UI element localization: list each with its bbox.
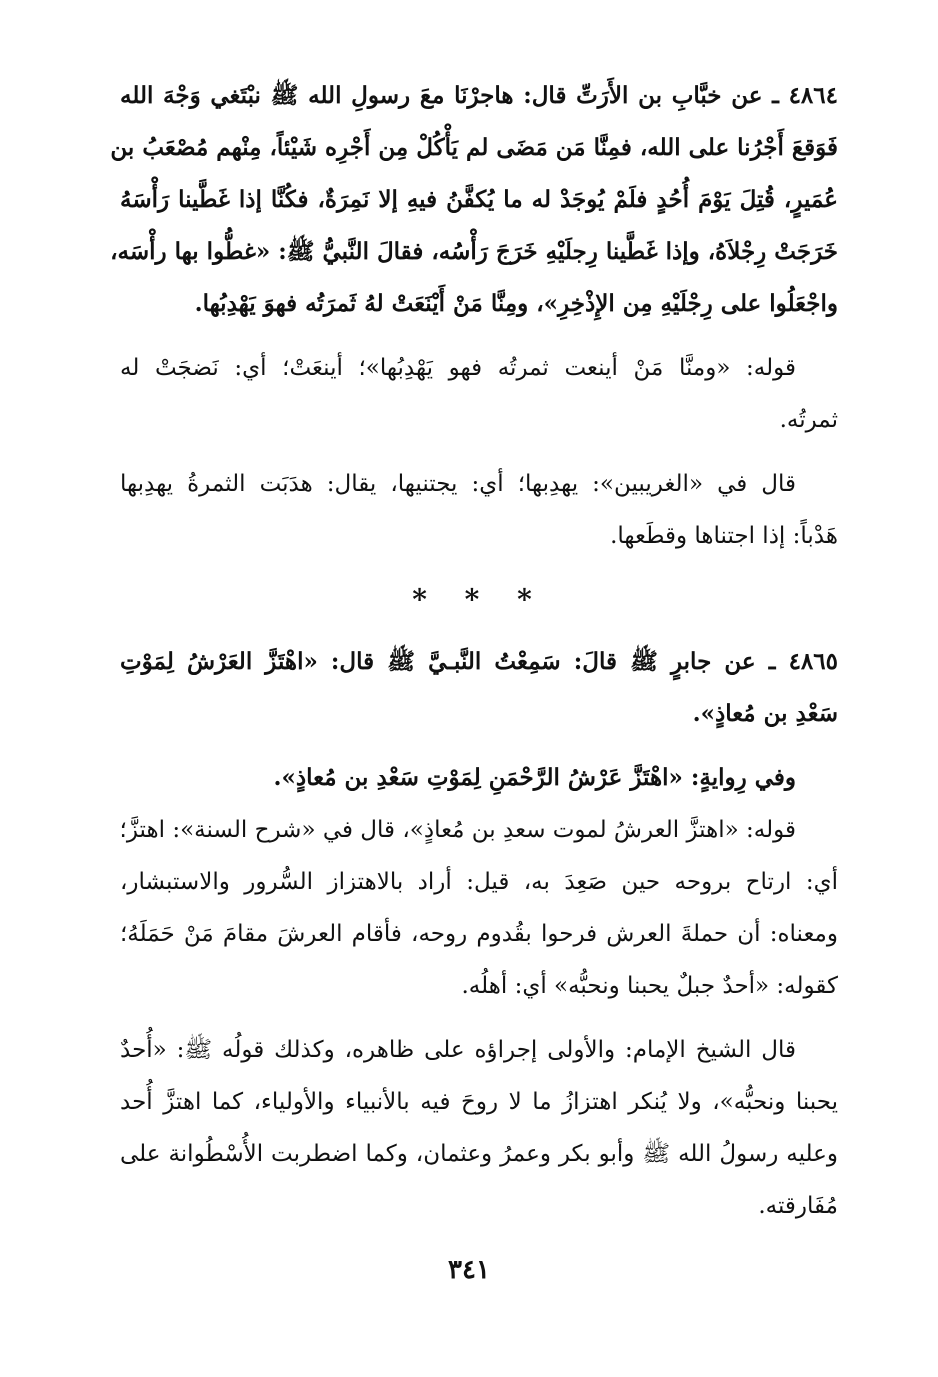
commentary-line: قوله: «اهتزَّ العرشُ لموت سعدِ بن مُعاذٍ»، قال في «شرح السنة»: اهتزَّ؛ <box>119 817 796 843</box>
hadith-line: عُمَيرٍ، قُتِلَ يَوْمَ أُحُدٍ فلَمْ يُوجَدْ له ما يُكفَّنُ فيهِ إلا نَمِرَةٌ، فكُنَّا إذا غَطَّينا رَأْسَهُ <box>120 186 838 213</box>
commentary-line: قوله: «ومنَّا مَنْ أينعت ثمرتُه فهو يَهْدِبُها»؛ أينعَتْ؛ أي: نَضجَتْ له <box>120 355 796 381</box>
commentary-line: ثمرتُه. <box>779 407 838 433</box>
commentary-paragraph <box>120 458 838 562</box>
commentary-line: مُفَارقته. <box>758 1193 838 1219</box>
commentary-paragraph <box>120 342 838 446</box>
commentary-paragraph <box>120 1024 838 1232</box>
commentary-line: وعليه رسولُ الله ﷺ وأبو بكر وعمرُ وعثمان، وكما اضطربت الأُسْطُوانة على <box>120 1141 838 1167</box>
commentary-line: قال الشيخ الإمام: والأولى إجراؤه على ظاهره، وكذلك قولُه ﷺ: «أُحدٌ <box>120 1037 796 1063</box>
hadith-line: واجْعَلُوا على رِجْلَيْهِ مِن الإِذْخِرِ»، ومِنَّا مَنْ أَيْنَعَتْ لهُ ثَمرَتُه فهوَ يَهْدِبُها. <box>194 290 838 317</box>
hadith-4865 <box>120 636 838 740</box>
hadith-line: فَوَقعَ أَجْرُنا على الله، فمِنَّا مَن مَضَى لم يَأْكُلْ مِن أَجْرِه شَيْئاً، مِنْهم مُصْعَبُ بن <box>110 134 838 161</box>
riwaya-line: وفي رِوايةٍ: «اهْتَزَّ عَرْشُ الرَّحْمَنِ لِمَوْتِ سَعْدِ بن مُعاذٍ». <box>273 764 796 791</box>
commentary-line: قال في «الغريبين»: يهدِبها؛ أي: يجتنيها، يقال: هدَبَت الثمرةُ يهدِبها <box>120 471 796 497</box>
hadith-line: ٤٨٦٤ ـ عن خبَّابِ بن الأَرَتِّ قال: هاجرْنَا معَ رسولِ الله ﷺ نبْتَغي وَجْهَ الله <box>120 82 838 109</box>
section-separator: * * * <box>412 583 546 616</box>
commentary-paragraph <box>120 804 838 1012</box>
commentary-line: أي: ارتاح بروحه حين صَعِدَ به، قيل: أراد بالاهتزاز السُّرور والاستبشار، <box>120 869 838 895</box>
hadith-line: خَرَجَتْ رِجْلاَهُ، وإذا غَطَّينا رِجلَيْهِ خَرَجَ رَأْسُه، فقالَ النَّبيُّ ﷺ: «غطُّوا بها رأْسَه، <box>110 238 838 265</box>
page-number: ٣٤١ <box>448 1255 490 1285</box>
commentary-line: كقوله: «أحدٌ جبلٌ يحبنا ونحبُّه» أي: أهلُه. <box>461 973 838 999</box>
commentary-line: يحبنا ونحبُّه»، ولا يُنكر اهتزازُ ما لا روحَ فيه بالأنبياء والأولياء، كما اهتزَّ أُحد <box>120 1089 838 1115</box>
hadith-line: ٤٨٦٥ ـ عن جابرٍ ﷺ قالَ: سَمِعْتُ النَّبـيَّ ﷺ قال: «اهْتَزَّ العَرْشُ لِمَوْتِ <box>120 648 838 675</box>
hadith-line: سَعْدِ بن مُعاذٍ». <box>692 700 838 727</box>
page-body <box>110 70 838 1232</box>
hadith-4864 <box>110 70 838 330</box>
commentary-line: هَدْباً: إذا اجتناها وقطَعها. <box>610 523 838 549</box>
commentary-line: ومعناه: أن حملةَ العرش فرحوا بقُدوم روحه، فأقام العرشَ مقامَ مَنْ حَمَلَهُ؛ <box>120 921 838 947</box>
